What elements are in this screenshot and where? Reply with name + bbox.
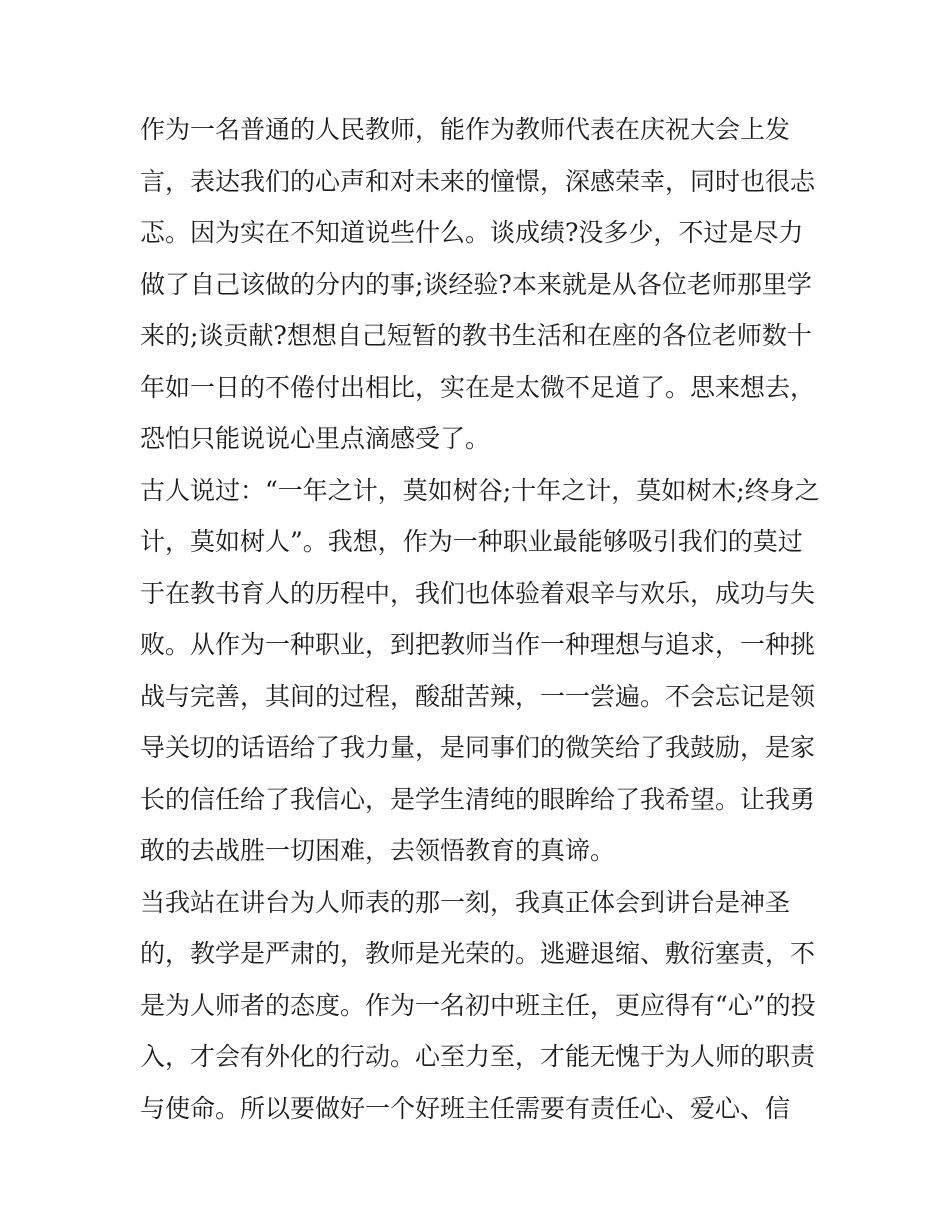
text-line-13: 导关切的话语给了我力量，是同事们的微笑给了我鼓励，是家 [140,733,816,762]
text-line-17: 的，教学是严肃的，教师是光荣的。逃避退缩、敷衍塞责，不 [140,939,816,968]
text-line-18: 是为人师者的态度。作为一名初中班主任，更应得有“心”的投 [140,990,816,1020]
text-line-15: 敢的去战胜一切困难，去领悟教育的真谛。 [140,836,616,865]
text-line-16: 当我站在讲台为人师表的那一刻，我真正体会到讲台是神圣 [140,887,791,917]
text-line-12: 战与完善，其间的过程，酸甜苦辣，一一尝遍。不会忘记是领 [140,681,816,711]
text-line-11: 败。从作为一种职业，到把教师当作一种理想与追求，一种挑 [140,630,816,659]
text-line-19: 入，才会有外化的行动。心至力至，才能无愧于为人师的职责 [140,1042,816,1071]
text-line-14: 长的信任给了我信心，是学生清纯的眼眸给了我希望。让我勇 [140,784,816,814]
text-line-3: 忑。因为实在不知道说些什么。谈成绩?没多少，不过是尽力 [140,218,804,247]
text-line-4: 做了自己该做的分内的事;谈经验?本来就是从各位老师那里学 [140,269,812,299]
document-body [140,104,820,1134]
text-line-5: 来的;谈贡献?想想自己短暂的教书生活和在座的各位老师数十 [140,321,812,350]
text-line-20: 与使命。所以要做好一个好班主任需要有责任心、爱心、信 [140,1093,791,1123]
text-line-9: 计，莫如树人”。我想，作为一种职业最能够吸引我们的莫过 [140,527,803,556]
text-line-8: 古人说过：“一年之计，莫如树谷;十年之计，莫如树木;终身之 [140,475,820,505]
text-line-6: 年如一日的不倦付出相比，实在是太微不足道了。思来想去， [140,372,816,402]
text-line-1: 作为一名普通的人民教师，能作为教师代表在庆祝大会上发 [140,115,791,144]
text-line-2: 言，表达我们的心声和对未来的憧憬，深感荣幸，同时也很忐 [140,166,816,196]
text-line-7: 恐怕只能说说心里点滴感受了。 [140,424,491,453]
text-line-10: 于在教书育人的历程中，我们也体验着艰辛与欢乐，成功与失 [140,578,816,608]
